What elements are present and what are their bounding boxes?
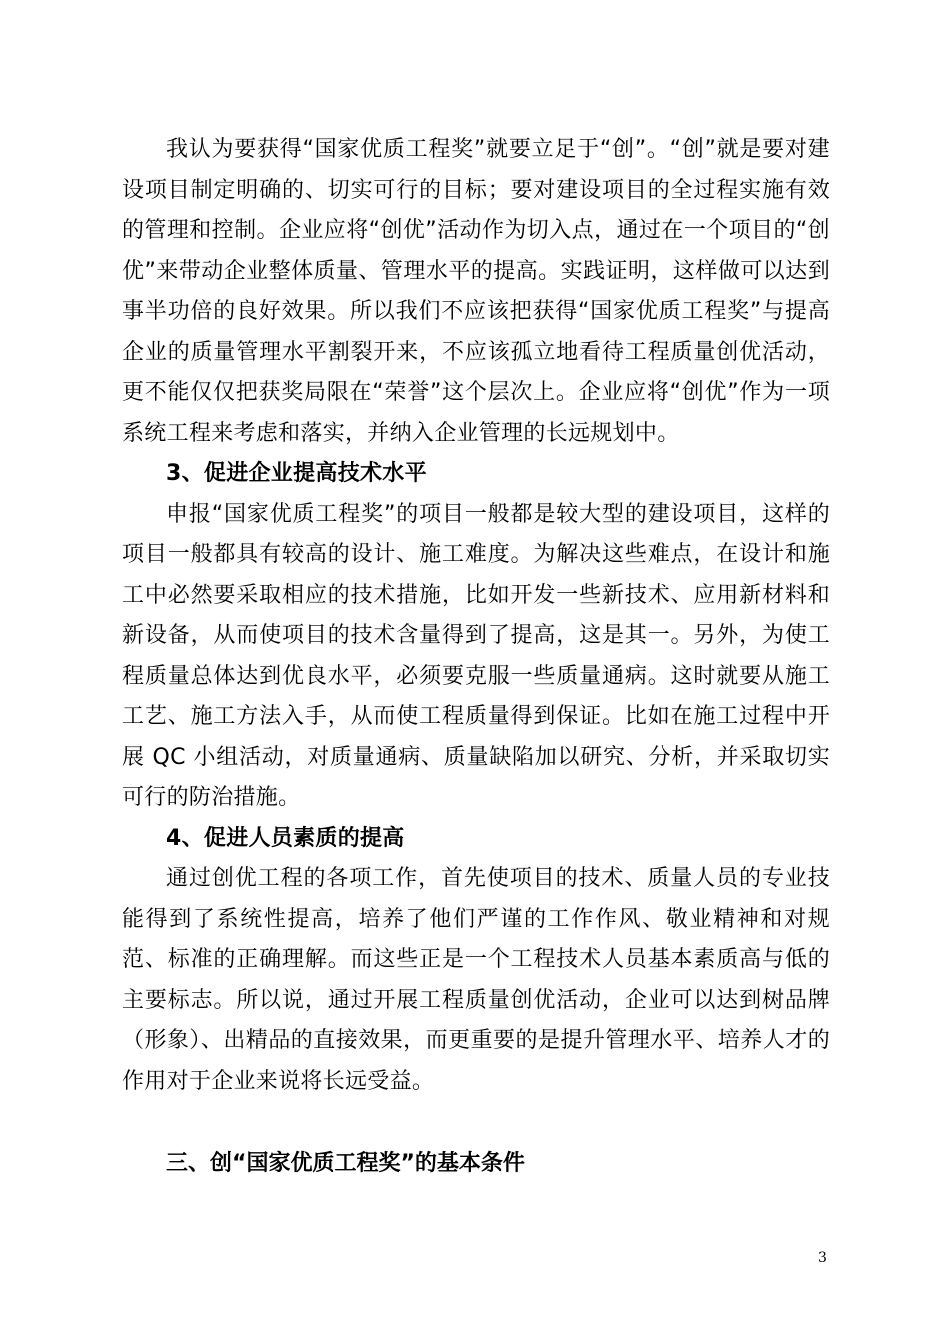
- heading-personnel-quality: 4、促进人员素质的提高: [166, 825, 405, 851]
- paragraph-technology-level: 申报“国家优质工程奖”的项目一般都是较大型的建设项目，这样的项目一般都具有较高的设计、施工难度。为解决这些难点，在设计和施工中必然要采取相应的技术措施，比如开发一些新技术、应用新材料和新设备，从而使项目的技术含量得到了提高，这是其一。另外，为使工程质量总体达到优良水平，必须要克服一些质量通病。这时就要从施工工艺、施工方法入手，从而使工程质量得到保证。比如在施工过程中开展 QC 小组活动，对质量通病、质量缺陷加以研究、分析，并采取切实可行的防治措施。: [122, 501, 830, 810]
- section-heading-basic-conditions: 三、创“国家优质工程奖”的基本条件: [166, 1151, 525, 1176]
- page-number: 3: [818, 1250, 827, 1266]
- document-body: [122, 130, 830, 1185]
- section-spacer: [122, 1102, 830, 1144]
- paragraph-personnel-quality: 通过创优工程的各项工作，首先使项目的技术、质量人员的专业技能得到了系统性提高，培养了他们严谨的工作作风、敬业精神和对规范、标准的正确理解。而这些正是一个工程技术人员基本素质高与低的主要标志。所以说，通过开展工程质量创优活动，企业可以达到树品牌（形象）、出精品的直接效果，而更重要的是提升管理水平、培养人才的作用对于企业来说将长远受益。: [122, 866, 830, 1094]
- paragraph-chuang-you: 我认为要获得“国家优质工程奖”就要立足于“创”。“创”就是要对建设项目制定明确的、切实可行的目标；要对建设项目的全过程实施有效的管理和控制。企业应将“创优”活动作为切入点，通过在一个项目的“创优”来带动企业整体质量、管理水平的提高。实践证明，这样做可以达到事半功倍的良好效果。所以我们不应该把获得“国家优质工程奖”与提高企业的质量管理水平割裂开来，不应该孤立地看待工程质量创优活动，更不能仅仅把获奖局限在“荣誉”这个层次上。企业应将“创优”作为一项系统工程来考虑和落实，并纳入企业管理的长远规划中。: [122, 137, 830, 446]
- heading-technology-level: 3、促进企业提高技术水平: [166, 461, 427, 486]
